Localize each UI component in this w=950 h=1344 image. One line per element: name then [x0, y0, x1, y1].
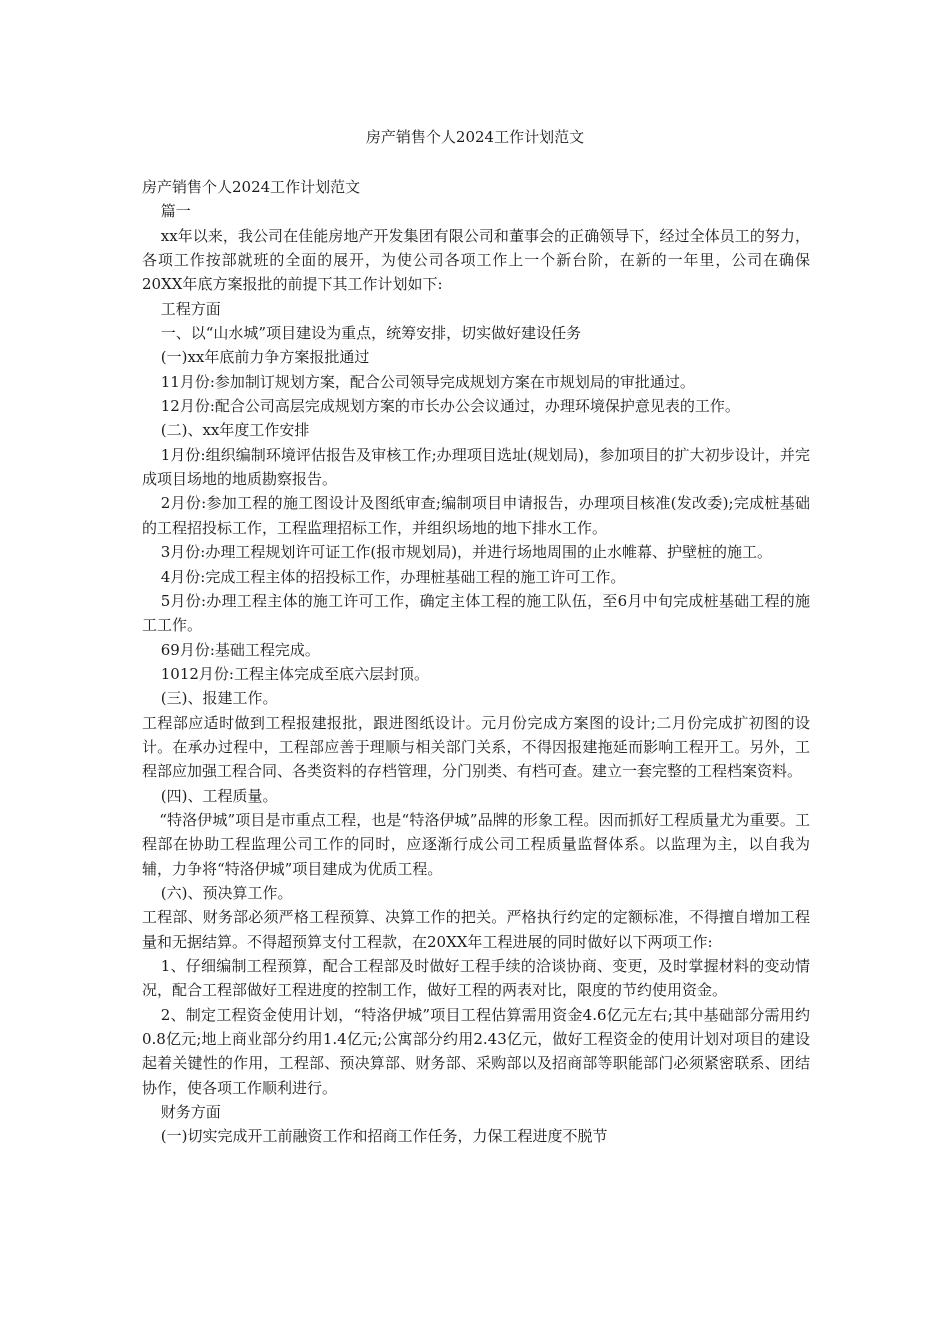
- paragraph-november: 11月份:参加制订规划方案，配合公司领导完成规划方案在市规划局的审批通过。: [160, 372, 695, 391]
- paragraph-subheading-2: (二)、xx年度工作安排: [160, 421, 310, 440]
- paragraph-heading-one: 一、以“山水城”项目建设为重点，统筹安排，切实做好建设任务: [160, 324, 582, 343]
- paragraph-june-september: 69月份:基础工程完成。: [160, 640, 320, 659]
- paragraph-subheading-6: (六)、预决算工作。: [160, 883, 293, 902]
- paragraph-march: 3月份:办理工程规划许可证工作(报市规划局)，并进行场地周围的止水帷幕、护壁桩的施工。: [160, 543, 773, 562]
- paragraph-section-label: 篇一: [160, 202, 191, 221]
- paragraph-budget-item-2: 2、制定工程资金使用计划，“特洛伊城”项目工程估算需用资金4.6亿元左右;其中基础部分需用约0.8亿元;地上商业部分约用1.4亿元;公寓部分约用2.43亿元，做好工程资金的使用计划对项目的建设起着关键性的作用，工程部、预决算部、财务部、采购部以及招商部等职能部门必须紧密联系、团结协作，使各项工作顺利进行。: [142, 1005, 810, 1097]
- paragraph-subheading-1: (一)xx年底前力争方案报批通过: [160, 348, 370, 367]
- paragraph-permits: 工程部应适时做到工程报建报批，跟进图纸设计。元月份完成方案图的设计;二月份完成扩初图的设计。在承办过程中，工程部应善于理顺与相关部门关系，不得因报建拖延而影响工程开工。另外，工程部应加强工程合同、各类资料的存档管理，分门别类、有档可查。建立一套完整的工程档案资料。: [142, 713, 810, 781]
- paragraph-budget: 工程部、财务部必须严格工程预算、决算工作的把关。严格执行约定的定额标准，不得擅自增加工程量和无据结算。不得超预算支付工程款，在20XX年工程进展的同时做好以下两项工作:: [142, 908, 810, 951]
- paragraph-subtitle: 房产销售个人2024工作计划范文: [142, 178, 361, 196]
- paragraph-intro: xx年以来，我公司在佳能房地产开发集团有限公司和董事会的正确领导下，经过全体员工的努力，各项工作按部就班的全面的展开，为使公司各项工作上一个新台阶，在新的一年里，公司在确保20XX年底方案报批的前提下其工作计划如下:: [142, 226, 810, 294]
- paragraph-april: 4月份:完成工程主体的招投标工作，办理桩基础工程的施工许可工作。: [160, 567, 626, 586]
- paragraph-may: 5月份:办理工程主体的施工许可工作，确定主体工程的施工队伍，至6月中旬完成桩基础工程的施工工作。: [142, 591, 810, 635]
- paragraph-december: 12月份:配合公司高层完成规划方案的市长办公会议通过，办理环境保护意见表的工作。: [160, 397, 740, 416]
- paragraph-quality: “特洛伊城”项目是市重点工程，也是“特洛伊城”品牌的形象工程。因而抓好工程质量尤为重要。工程部在协助工程监理公司工作的同时，应逐渐行成公司工程质量监督体系。以监理为主，以自我为辅，力争将“特洛伊城”项目建成为优质工程。: [142, 810, 810, 878]
- document-title: 房产销售个人2024工作计划范文: [365, 128, 585, 146]
- document-body: [142, 175, 810, 1149]
- paragraph-heading-engineering: 工程方面: [160, 299, 221, 318]
- paragraph-subheading-3: (三)、报建工作。: [160, 689, 278, 708]
- paragraph-january: 1月份:组织编制环境评估报告及审核工作;办理项目选址(规划局)，参加项目的扩大初步设计，并完成项目场地的地质勘察报告。: [142, 445, 810, 489]
- paragraph-subheading-4: (四)、工程质量。: [160, 786, 278, 805]
- paragraph-budget-item-1: 1、仔细编制工程预算，配合工程部及时做好工程手续的洽谈协商、变更，及时掌握材料的变动情况，配合工程部做好工程进度的控制工作，做好工程的两表对比，限度的节约使用资金。: [142, 957, 810, 1000]
- paragraph-february: 2月份:参加工程的施工图设计及图纸审查;编制项目申请报告，办理项目核准(发改委);完成桩基础的工程招投标工作，工程监理招标工作，并组织场地的地下排水工作。: [142, 494, 810, 537]
- paragraph-heading-finance: 财务方面: [160, 1103, 221, 1122]
- paragraph-october-december: 1012月份:工程主体完成至底六层封顶。: [160, 664, 429, 683]
- paragraph-finance-item-1: (一)切实完成开工前融资工作和招商工作任务，力保工程进度不脱节: [160, 1127, 608, 1146]
